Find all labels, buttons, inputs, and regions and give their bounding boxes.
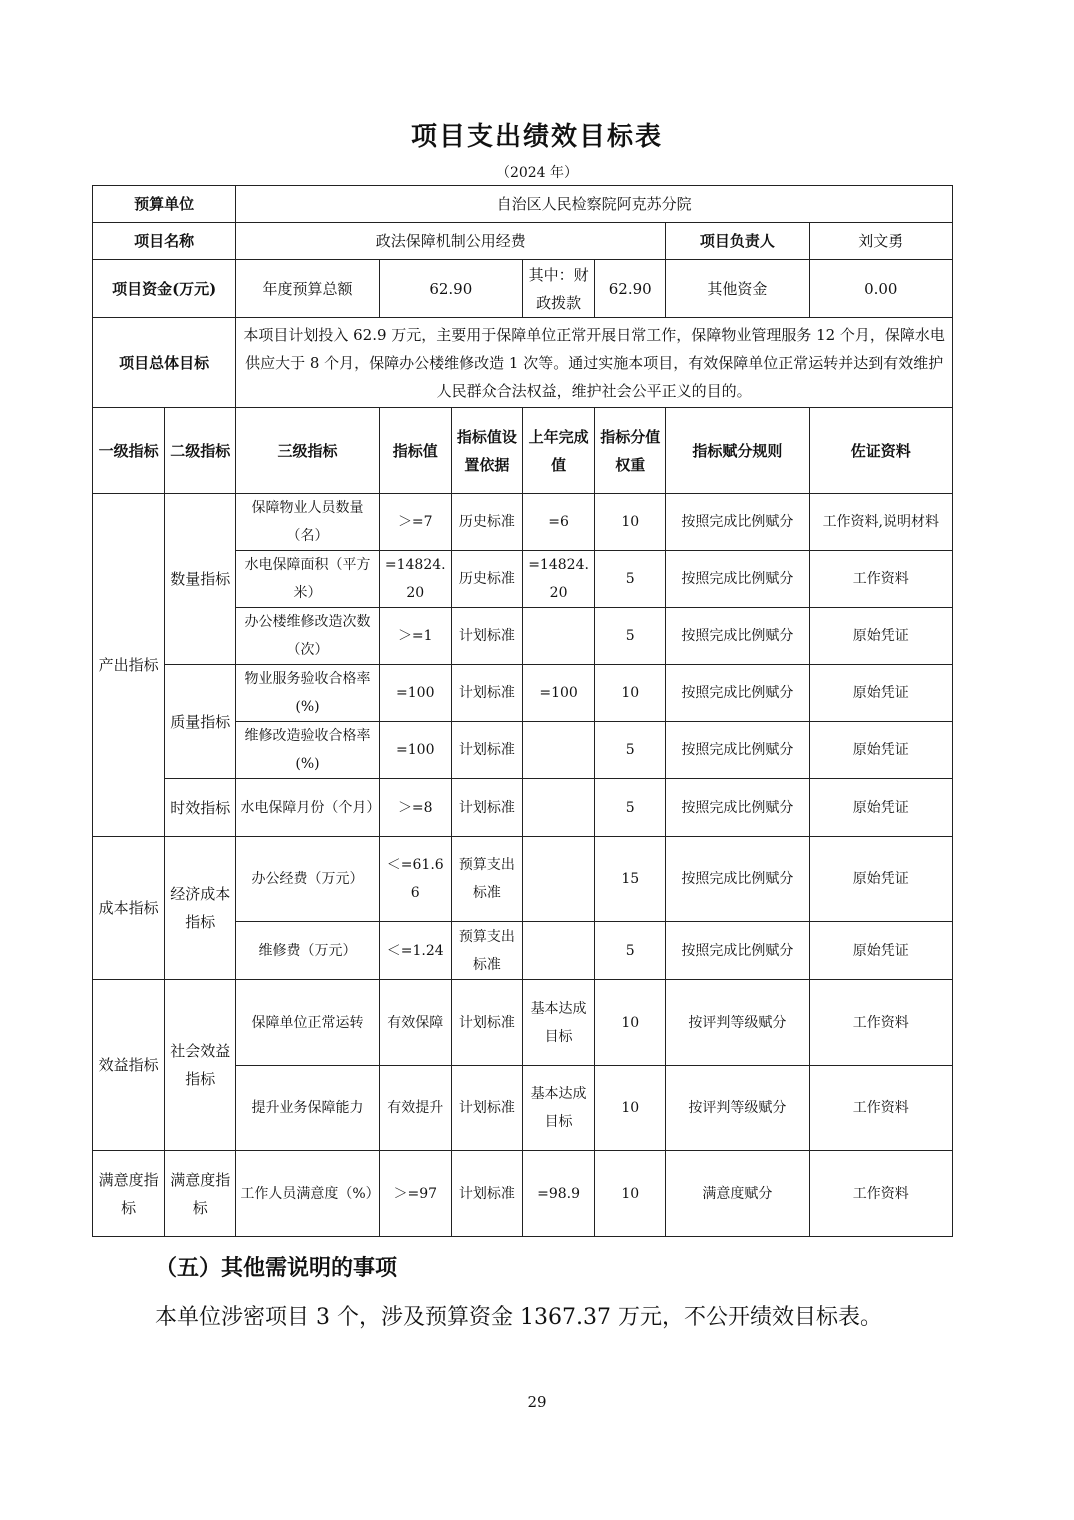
rule-cell: 按照完成比例赋分: [666, 922, 809, 980]
weight-cell: 10: [595, 980, 666, 1066]
rule-cell: 按照完成比例赋分: [666, 608, 809, 665]
basis-cell: 计划标准: [451, 665, 522, 722]
value-cell: ＞=8: [379, 779, 451, 837]
table-row: [93, 980, 953, 1066]
level1-output: 产出指标: [93, 494, 165, 837]
basis-cell: 计划标准: [451, 779, 522, 837]
rule-cell: 按评判等级赋分: [666, 980, 809, 1066]
evidence-cell: 工作资料,说明材料: [809, 494, 952, 551]
col-level3: 三级指标: [236, 408, 379, 494]
value-cell: ＞=1: [379, 608, 451, 665]
weight-cell: 10: [595, 1151, 666, 1237]
rule-cell: 按照完成比例赋分: [666, 837, 809, 922]
rule-cell: 按照完成比例赋分: [666, 494, 809, 551]
value-cell: =100: [379, 722, 451, 779]
level3-cell: 提升业务保障能力: [236, 1066, 379, 1151]
last-year-cell: =14824.20: [522, 551, 594, 608]
last-year-cell: [522, 779, 594, 837]
col-evidence: 佐证资料: [809, 408, 952, 494]
basis-cell: 预算支出标准: [451, 837, 522, 922]
level1-satisfaction: 满意度指标: [93, 1151, 165, 1237]
weight-cell: 10: [595, 665, 666, 722]
basis-cell: 历史标准: [451, 494, 522, 551]
budget-unit-label: 预算单位: [93, 186, 236, 223]
evidence-cell: 原始凭证: [809, 922, 952, 980]
weight-cell: 15: [595, 837, 666, 922]
rule-cell: 按照完成比例赋分: [666, 779, 809, 837]
value-cell: =14824.20: [379, 551, 451, 608]
other-funds-label: 其他资金: [666, 260, 809, 318]
value-cell: 有效保障: [379, 980, 451, 1066]
level3-cell: 水电保障月份（个月）: [236, 779, 379, 837]
level3-cell: 工作人员满意度（%）: [236, 1151, 379, 1237]
value-cell: ＜=61.66: [379, 837, 451, 922]
last-year-cell: =98.9: [522, 1151, 594, 1237]
evidence-cell: 工作资料: [809, 980, 952, 1066]
col-last-year: 上年完成值: [522, 408, 594, 494]
level3-cell: 水电保障面积（平方米）: [236, 551, 379, 608]
budget-unit-value: 自治区人民检察院阿克苏分院: [236, 186, 953, 223]
last-year-cell: 基本达成目标: [522, 980, 594, 1066]
table-row: [93, 1151, 953, 1237]
evidence-cell: 工作资料: [809, 1066, 952, 1151]
level2-quantity: 数量指标: [165, 494, 236, 665]
section-paragraph: 本单位涉密项目 3 个，涉及预算资金 1367.37 万元，不公开绩效目标表。: [155, 1305, 882, 1330]
level3-cell: 物业服务验收合格率(%): [236, 665, 379, 722]
weight-cell: 10: [595, 1066, 666, 1151]
level1-benefit: 效益指标: [93, 980, 165, 1151]
col-rule: 指标赋分规则: [666, 408, 809, 494]
annual-total-value: 62.90: [379, 260, 522, 318]
level3-cell: 保障物业人员数量（名）: [236, 494, 379, 551]
weight-cell: 5: [595, 551, 666, 608]
level1-cost: 成本指标: [93, 837, 165, 980]
last-year-cell: [522, 608, 594, 665]
column-header-row: [93, 408, 953, 494]
level2-timeliness: 时效指标: [165, 779, 236, 837]
value-cell: ＜=1.24: [379, 922, 451, 980]
level2-quality: 质量指标: [165, 665, 236, 779]
rule-cell: 按照完成比例赋分: [666, 665, 809, 722]
evidence-cell: 原始凭证: [809, 665, 952, 722]
col-level2: 二级指标: [165, 408, 236, 494]
basis-cell: 计划标准: [451, 1066, 522, 1151]
project-leader-value: 刘文勇: [809, 223, 952, 260]
project-name-value: 政法保障机制公用经费: [236, 223, 666, 260]
last-year-cell: =6: [522, 494, 594, 551]
page-title: 项目支出绩效目标表: [410, 122, 663, 152]
page-number: 29: [527, 1393, 547, 1411]
col-value: 指标值: [379, 408, 451, 494]
evidence-cell: 原始凭证: [809, 779, 952, 837]
level2-economic-cost: 经济成本指标: [165, 837, 236, 980]
basis-cell: 计划标准: [451, 1151, 522, 1237]
weight-cell: 5: [595, 922, 666, 980]
table-row: [93, 779, 953, 837]
table-row: [93, 494, 953, 551]
level2-social-benefit: 社会效益指标: [165, 980, 236, 1151]
basis-cell: 历史标准: [451, 551, 522, 608]
last-year-cell: [522, 922, 594, 980]
objective-row: [93, 318, 953, 408]
table-row: [93, 837, 953, 922]
table-row: [93, 665, 953, 722]
basis-cell: 计划标准: [451, 722, 522, 779]
level3-cell: 维修费（万元）: [236, 922, 379, 980]
weight-cell: 5: [595, 608, 666, 665]
objective-label: 项目总体目标: [93, 318, 236, 408]
last-year-cell: =100: [522, 665, 594, 722]
value-cell: 有效提升: [379, 1066, 451, 1151]
fiscal-funds-value: 62.90: [595, 260, 666, 318]
col-weight: 指标分值权重: [595, 408, 666, 494]
performance-target-table: [92, 185, 953, 1237]
rule-cell: 按照完成比例赋分: [666, 722, 809, 779]
basis-cell: 预算支出标准: [451, 922, 522, 980]
last-year-cell: [522, 837, 594, 922]
value-cell: =100: [379, 665, 451, 722]
project-name-row: [93, 223, 953, 260]
value-cell: ＞=7: [379, 494, 451, 551]
project-leader-label: 项目负责人: [666, 223, 809, 260]
basis-cell: 计划标准: [451, 980, 522, 1066]
value-cell: ＞=97: [379, 1151, 451, 1237]
project-name-label: 项目名称: [93, 223, 236, 260]
project-funds-row: [93, 260, 953, 318]
level3-cell: 维修改造验收合格率(%): [236, 722, 379, 779]
last-year-cell: [522, 722, 594, 779]
evidence-cell: 原始凭证: [809, 837, 952, 922]
evidence-cell: 工作资料: [809, 551, 952, 608]
last-year-cell: 基本达成目标: [522, 1066, 594, 1151]
rule-cell: 按评判等级赋分: [666, 1066, 809, 1151]
rule-cell: 按照完成比例赋分: [666, 551, 809, 608]
col-level1: 一级指标: [93, 408, 165, 494]
project-funds-label: 项目资金(万元): [93, 260, 236, 318]
weight-cell: 5: [595, 722, 666, 779]
objective-text: 本项目计划投入 62.9 万元，主要用于保障单位正常开展日常工作，保障物业管理服务 12 个月，保障水电供应大于 8 个月，保障办公楼维修改造 1 次等。通过实施本项目，有效保障单位正常运转并达到有效维护人民群众合法权益，维护社会公平正义的目的。: [236, 318, 953, 408]
level3-cell: 保障单位正常运转: [236, 980, 379, 1066]
weight-cell: 5: [595, 779, 666, 837]
budget-unit-row: [93, 186, 953, 223]
col-basis: 指标值设置依据: [451, 408, 522, 494]
evidence-cell: 工作资料: [809, 1151, 952, 1237]
basis-cell: 计划标准: [451, 608, 522, 665]
evidence-cell: 原始凭证: [809, 608, 952, 665]
level3-cell: 办公经费（万元）: [236, 837, 379, 922]
weight-cell: 10: [595, 494, 666, 551]
level3-cell: 办公楼维修改造次数（次）: [236, 608, 379, 665]
table-year: （2024 年）: [495, 165, 579, 181]
annual-total-label: 年度预算总额: [236, 260, 379, 318]
level2-satisfaction: 满意度指标: [165, 1151, 236, 1237]
evidence-cell: 原始凭证: [809, 722, 952, 779]
fiscal-funds-label: 其中：财政拨款: [522, 260, 594, 318]
other-funds-value: 0.00: [809, 260, 952, 318]
section-heading: （五）其他需说明的事项: [155, 1255, 398, 1281]
rule-cell: 满意度赋分: [666, 1151, 809, 1237]
